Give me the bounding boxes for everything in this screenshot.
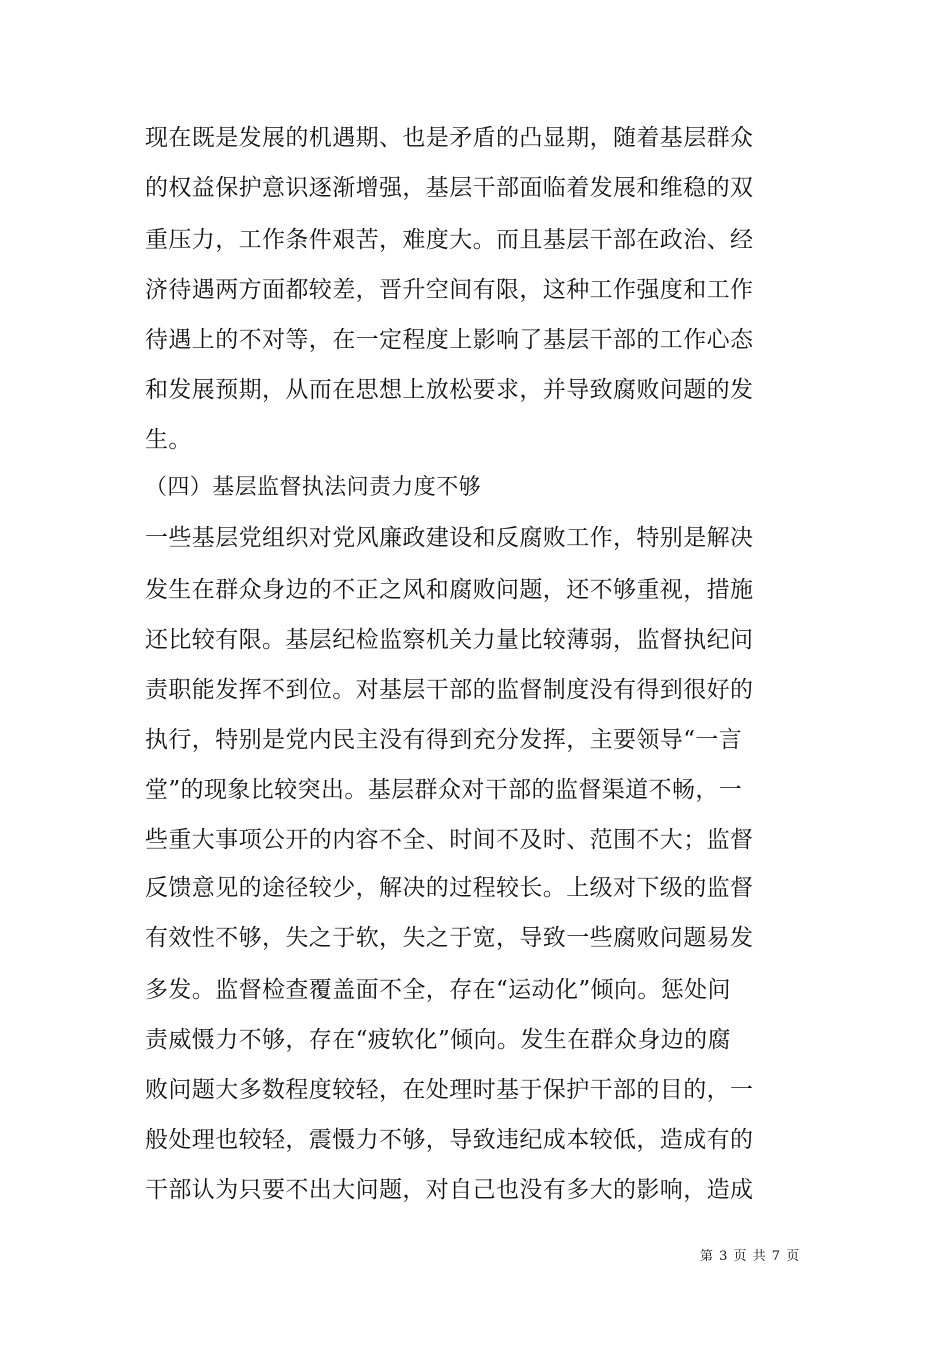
text-line: 和发展预期，从而在思想上放松要求，并导致腐败问题的发 bbox=[145, 377, 754, 403]
text-line: 般处理也较轻，震慑力不够，导致违纪成本较低，造成有的 bbox=[145, 1127, 754, 1153]
text-line: 些重大事项公开的内容不全、时间不及时、范围不大；监督 bbox=[145, 827, 754, 853]
text-line: 有效性不够，失之于软，失之于宽，导致一些腐败问题易发 bbox=[145, 925, 754, 951]
text-line: 责职能发挥不到位。对基层干部的监督制度没有得到很好的 bbox=[145, 677, 754, 703]
text-line: 责威慑力不够，存在“疲软化”倾向。发生在群众身边的腐 bbox=[145, 1027, 731, 1053]
text-line: 现在既是发展的机遇期、也是矛盾的凸显期，随着基层群众 bbox=[145, 125, 754, 151]
page-number: 第 3 页 共 7 页 bbox=[700, 1249, 801, 1264]
text-line: 还比较有限。基层纪检监察机关力量比较薄弱，监督执纪问 bbox=[145, 627, 754, 653]
text-line: 干部认为只要不出大问题，对自己也没有多大的影响，造成 bbox=[145, 1177, 754, 1203]
text-line: 重压力，工作条件艰苦，难度大。而且基层干部在政治、经 bbox=[145, 227, 754, 253]
text-line: 反馈意见的途径较少，解决的过程较长。上级对下级的监督 bbox=[145, 875, 754, 901]
text-line: 败问题大多数程度较轻，在处理时基于保护干部的目的，一 bbox=[145, 1077, 754, 1103]
text-line: 一些基层党组织对党风廉政建设和反腐败工作，特别是解决 bbox=[145, 525, 754, 551]
text-line: 待遇上的不对等，在一定程度上影响了基层干部的工作心态 bbox=[145, 327, 754, 353]
text-line: 生。 bbox=[145, 427, 192, 453]
text-line: 堂”的现象比较突出。基层群众对干部的监督渠道不畅，一 bbox=[145, 777, 743, 803]
text-line: 的权益保护意识逐渐增强，基层干部面临着发展和维稳的双 bbox=[145, 175, 754, 201]
text-line: 发生在群众身边的不正之风和腐败问题，还不够重视，措施 bbox=[145, 577, 754, 603]
section-heading: （四）基层监督执法问责力度不够 bbox=[145, 475, 482, 500]
text-line: 济待遇两方面都较差，晋升空间有限，这种工作强度和工作 bbox=[145, 277, 754, 303]
text-line: 多发。监督检查覆盖面不全，存在“运动化”倾向。惩处问 bbox=[145, 977, 731, 1003]
text-line: 执行，特别是党内民主没有得到充分发挥，主要领导“一言 bbox=[145, 727, 743, 753]
